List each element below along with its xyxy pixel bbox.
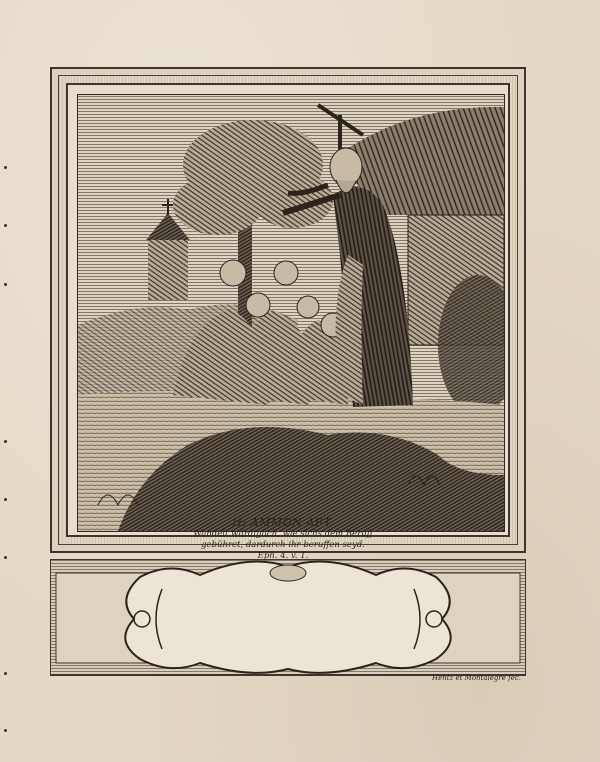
engraved-scene [77,94,505,532]
caption-reference: Eph. 4. v. 1. [257,551,309,561]
caption-line-1: Wandelt würdiglich, wie sichs dem Beruff [193,529,373,539]
caption-cartouche [178,516,388,596]
picture-frame [50,67,526,553]
engraver-signature: Hentz et Montalegre fec. [432,674,521,682]
page-edge-marks [4,0,10,762]
caption-title: H: AMMON ABT. [232,516,334,529]
scene-illustration [78,95,504,531]
caption-line-2: gebühret, dardurch ihr beruffen seyd. [201,540,365,550]
